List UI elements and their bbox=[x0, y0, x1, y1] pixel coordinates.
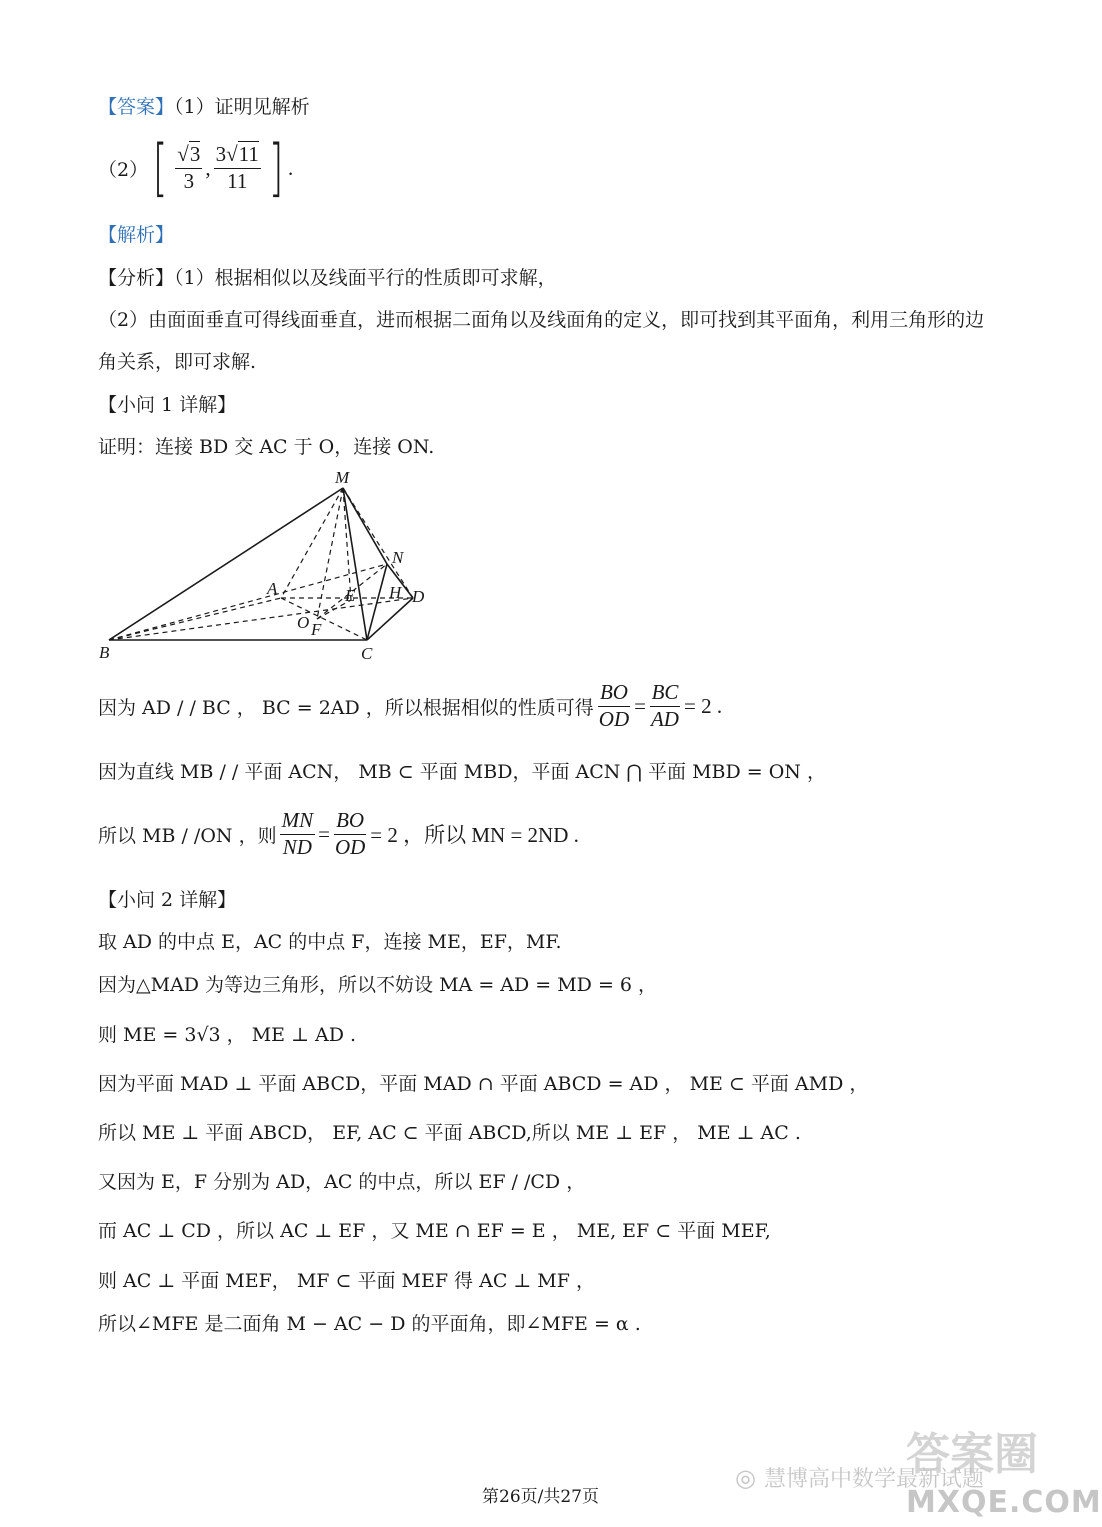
watermark-site: MXQE.COM bbox=[906, 1485, 1102, 1520]
q2-line-4: 因为平面 MAD ⊥ 平面 ABCD，平面 MAD ∩ 平面 ABCD = AD ， ME ⊂ 平面 AMD ， bbox=[98, 1073, 869, 1095]
q2-title: 【小问 2 详解】 bbox=[98, 889, 237, 911]
left-bracket: [ bbox=[152, 131, 168, 204]
fenxi-tag: 【分析】 bbox=[98, 267, 175, 289]
q2-line-3: 则 ME = 3√3 ， ME ⊥ AD . bbox=[98, 1024, 357, 1046]
q2-line-1: 取 AD 的中点 E，AC 的中点 F，连接 ME，EF，MF. bbox=[98, 931, 562, 953]
fenxi-line-2: （2）由面面垂直可得线面垂直，进而根据二面角以及线面角的定义，即可找到其平面角，利用三角形的边 bbox=[98, 309, 985, 331]
label-M: M bbox=[335, 468, 350, 487]
interval-lower-fraction: $\frac{√3}{3}$ bbox=[177, 142, 201, 193]
label-F: F bbox=[311, 620, 322, 639]
label-N: N bbox=[392, 548, 404, 567]
q2-line-6: 又因为 E，F 分别为 AD，AC 的中点，所以 EF / /CD ， bbox=[98, 1171, 586, 1193]
fraction-bc-ad: $\frac{BC}{AD}$ bbox=[650, 680, 679, 731]
fraction-mn-nd: $\frac{MN}{ND}$ bbox=[281, 808, 314, 859]
right-bracket: ] bbox=[268, 131, 284, 204]
label-H: H bbox=[389, 583, 402, 602]
pyramid-figure bbox=[95, 462, 440, 667]
watermark-stamp: 答案圈 bbox=[906, 1429, 1038, 1480]
q1-line-3: 所以 MB / /ON ，则 $\frac{MN}{ND}$ = $\frac{BO}{OD}$ = 2 ，所以 MN = 2ND . bbox=[98, 808, 579, 859]
fraction-bo-od: $\frac{BO}{OD}$ bbox=[598, 680, 630, 731]
watermark-account: ◎ 慧博高中数学最新试题 bbox=[735, 1463, 984, 1492]
q1-line-1: 因为 AD / / BC ， BC = 2AD ，所以根据相似的性质可得 $\frac{BO}{OD}$ = $\frac{BC}{AD}$ = 2 . bbox=[98, 680, 723, 731]
label-E: E bbox=[345, 586, 356, 605]
q2-line-9: 所以∠MFE 是二面角 M − AC − D 的平面角，即∠MFE = α . bbox=[98, 1313, 641, 1335]
label-B: B bbox=[99, 643, 110, 662]
interval-upper-fraction: $\frac{3√11}{11}$ bbox=[215, 142, 259, 193]
answer-part1: （1）证明见解析 bbox=[174, 96, 310, 118]
answer-line-1 bbox=[98, 92, 310, 119]
fraction-bo-od-2: $\frac{BO}{OD}$ bbox=[334, 808, 366, 859]
wechat-icon: ◎ bbox=[735, 1463, 756, 1492]
q2-line-5: 所以 ME ⊥ 平面 ABCD， EF, AC ⊂ 平面 ABCD,所以 ME ⊥ EF ， ME ⊥ AC . bbox=[98, 1122, 801, 1144]
q2-line-2: 因为△MAD 为等边三角形，所以不妨设 MA = AD = MD = 6 ， bbox=[98, 974, 658, 996]
q1-proof-start: 证明：连接 BD 交 AC 于 O，连接 ON. bbox=[98, 436, 435, 458]
q1-title: 【小问 1 详解】 bbox=[98, 394, 237, 416]
fenxi-line-3: 角关系，即可求解. bbox=[98, 351, 257, 373]
q1-line-2: 因为直线 MB / / 平面 ACN， MB ⊂ 平面 MBD，平面 ACN ⋂ 平面 MBD = ON ， bbox=[98, 761, 826, 783]
q2-line-7: 而 AC ⊥ CD ，所以 AC ⊥ EF ，又 ME ∩ EF = E ， ME, EF ⊂ 平面 MEF, bbox=[98, 1220, 771, 1242]
page-footer: 第26页/共27页 bbox=[482, 1487, 599, 1507]
label-C: C bbox=[361, 644, 373, 663]
label-D: D bbox=[412, 587, 425, 606]
answer-tag: 【答案】 bbox=[98, 96, 175, 118]
analysis-tag: 【解析】 bbox=[98, 224, 175, 246]
q2-line-8: 则 AC ⊥ 平面 MEF， MF ⊂ 平面 MEF 得 AC ⊥ MF ， bbox=[98, 1270, 595, 1292]
label-O: O bbox=[297, 613, 310, 632]
answer-line-2: （2） [ $\frac{√3}{3}$ , $\frac{3√11}{11}$ ] . bbox=[98, 131, 294, 204]
answer-part2-prefix: （2） bbox=[98, 158, 149, 181]
label-A: A bbox=[267, 579, 278, 598]
fenxi-line-1: 【分析】（1）根据相似以及线面平行的性质即可求解， bbox=[98, 267, 557, 289]
